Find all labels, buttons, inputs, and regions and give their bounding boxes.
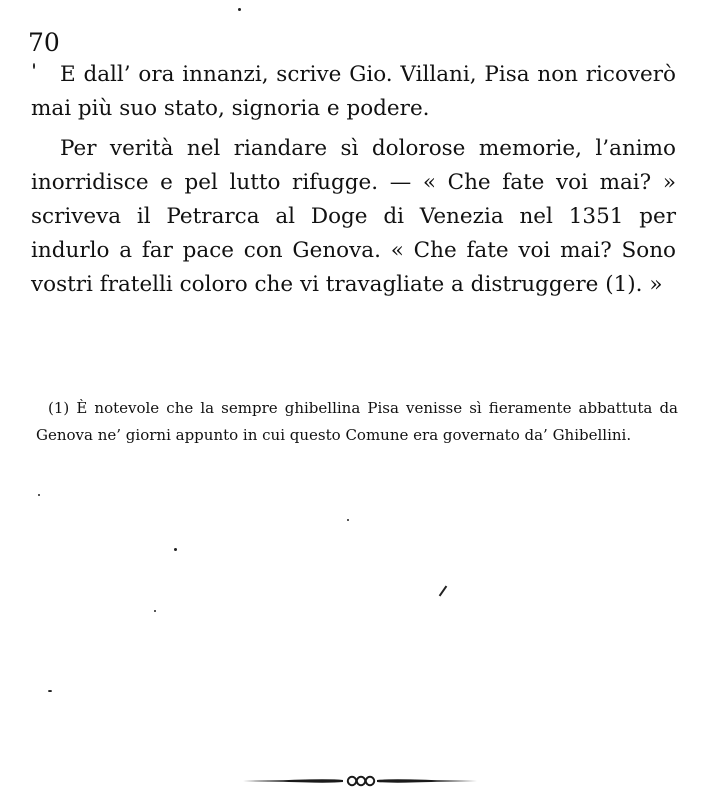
end-ornament — [243, 773, 477, 789]
scan-speck — [174, 548, 177, 551]
scan-speck — [154, 610, 156, 612]
scan-speck — [33, 63, 35, 69]
scan-speck — [238, 8, 241, 11]
scan-speck — [347, 519, 349, 521]
page-number: 70 — [28, 28, 60, 57]
paragraph-villani: E dall’ ora innanzi, scrive Gio. Villani, Pisa non ricoverò mai più suo stato, signoria e podere. — [31, 62, 676, 121]
main-text — [31, 58, 676, 302]
paragraph-petrarca: Per verità nel riandare sì dolorose memorie, l’animo inorridisce e pel lutto rifugge. — « Che fate voi mai? » scriveva il Petrarca al Doge di Venezia nel 1351 per indurlo a far pace con Genova. « Che fate voi mai? Sono vostri fratelli coloro che vi travagliate a distruggere (1). » — [31, 136, 676, 297]
scan-stroke — [439, 586, 448, 597]
scan-speck — [48, 690, 52, 692]
scan-speck — [38, 494, 40, 496]
footnote: (1) È notevole che la sempre ghibellina Pisa venisse sì fieramente abbattuta da Genova ne’ giorni appunto in cui questo Comune era governato da’ Ghibellini. — [36, 399, 678, 444]
